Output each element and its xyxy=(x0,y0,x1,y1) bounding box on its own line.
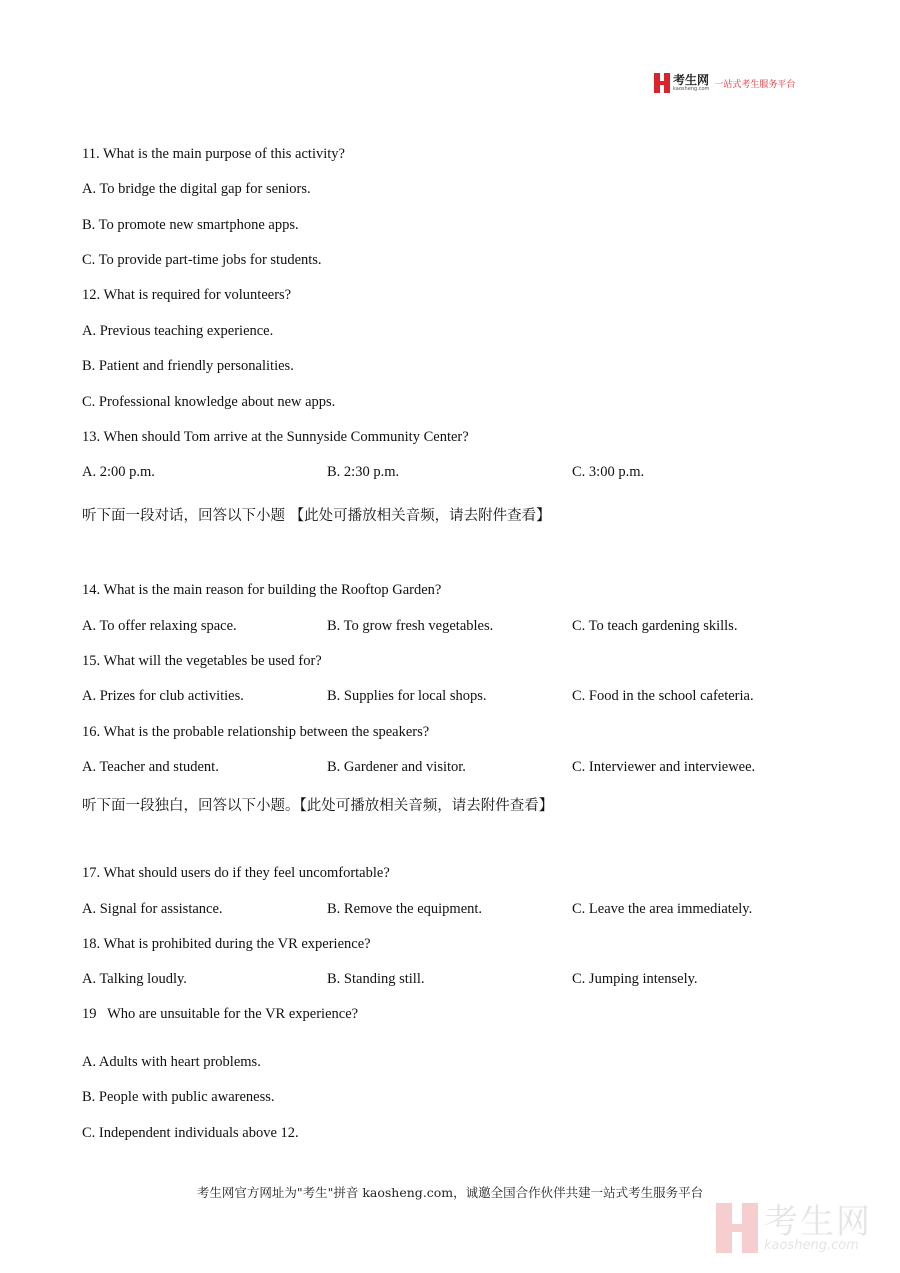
q18-option-a: A. Talking loudly. xyxy=(82,971,187,987)
q17-question: 17. What should users do if they feel uncomfortable? xyxy=(82,865,390,881)
q11-question: 11. What is the main purpose of this activity? xyxy=(82,146,345,162)
q11-option-a: A. To bridge the digital gap for seniors. xyxy=(82,181,311,197)
q18-question: 18. What is prohibited during the VR experience? xyxy=(82,936,371,952)
q18-option-c: C. Jumping intensely. xyxy=(572,971,698,987)
q19-option-a: A. Adults with heart problems. xyxy=(82,1054,261,1070)
q19-question: 19 Who are unsuitable for the VR experience? xyxy=(82,1006,359,1022)
q16-options xyxy=(82,759,842,779)
q12-question: 12. What is required for volunteers? xyxy=(82,287,292,303)
q11-option-c: C. To provide part-time jobs for students. xyxy=(82,252,322,268)
q18-option-b: B. Standing still. xyxy=(327,971,425,987)
q15-option-c: C. Food in the school cafeteria. xyxy=(572,688,754,704)
q14-question: 14. What is the main reason for building the Rooftop Garden? xyxy=(82,582,442,598)
watermark-cn: 考生网 xyxy=(764,1201,872,1242)
q15-option-b: B. Supplies for local shops. xyxy=(327,688,487,704)
q13-option-b: B. 2:30 p.m. xyxy=(327,464,400,480)
q13-options xyxy=(82,464,842,484)
kaosheng-logo-icon xyxy=(654,73,670,93)
q17-option-b: B. Remove the equipment. xyxy=(327,901,483,917)
q13-option-c: C. 3:00 p.m. xyxy=(572,464,645,480)
q14-option-b: B. To grow fresh vegetables. xyxy=(327,618,494,634)
q16-option-c: C. Interviewer and interviewee. xyxy=(572,759,756,775)
logo-en-text: kaosheng.com xyxy=(673,86,710,92)
q18-options xyxy=(82,971,842,991)
q12-option-a: A. Previous teaching experience. xyxy=(82,323,274,339)
audio-instruction-1: 听下面一段对话，回答以下小题 【此处可播放相关音频，请去附件查看】 xyxy=(82,508,551,524)
q14-option-c: C. To teach gardening skills. xyxy=(572,618,738,634)
q11-option-b: B. To promote new smartphone apps. xyxy=(82,217,299,233)
q17-option-a: A. Signal for assistance. xyxy=(82,901,223,917)
q19-option-b: B. People with public awareness. xyxy=(82,1089,275,1105)
logo-cn-text: 考生网 xyxy=(673,73,710,87)
watermark-en: kaosheng.com xyxy=(764,1237,859,1253)
q17-option-c: C. Leave the area immediately. xyxy=(572,901,753,917)
q15-option-a: A. Prizes for club activities. xyxy=(82,688,244,704)
q16-option-b: B. Gardener and visitor. xyxy=(327,759,466,775)
q12-option-b: B. Patient and friendly personalities. xyxy=(82,358,294,374)
q13-option-a: A. 2:00 p.m. xyxy=(82,464,155,480)
logo-slogan: 一站式考生服务平台 xyxy=(714,79,796,90)
q17-options xyxy=(82,901,842,921)
q14-options xyxy=(82,618,842,638)
watermark xyxy=(716,1203,872,1253)
q12-option-c: C. Professional knowledge about new apps. xyxy=(82,394,336,410)
header-logo xyxy=(654,72,795,94)
q14-option-a: A. To offer relaxing space. xyxy=(82,618,237,634)
page-footer: 考生网官方网址为"考生"拼音 kaosheng.com，诚邀全国合作伙伴共建一站式考生服务平台 xyxy=(196,1185,704,1200)
q16-question: 16. What is the probable relationship between the speakers? xyxy=(82,724,430,740)
q13-question: 13. When should Tom arrive at the Sunnyside Community Center? xyxy=(82,429,469,445)
audio-instruction-2: 听下面一段独白，回答以下小题。【此处可播放相关音频，请去附件查看】 xyxy=(82,798,554,814)
q19-option-c: C. Independent individuals above 12. xyxy=(82,1125,299,1141)
q15-question: 15. What will the vegetables be used for? xyxy=(82,653,322,669)
q16-option-a: A. Teacher and student. xyxy=(82,759,219,775)
watermark-logo-icon xyxy=(716,1203,758,1253)
q15-options xyxy=(82,688,842,708)
